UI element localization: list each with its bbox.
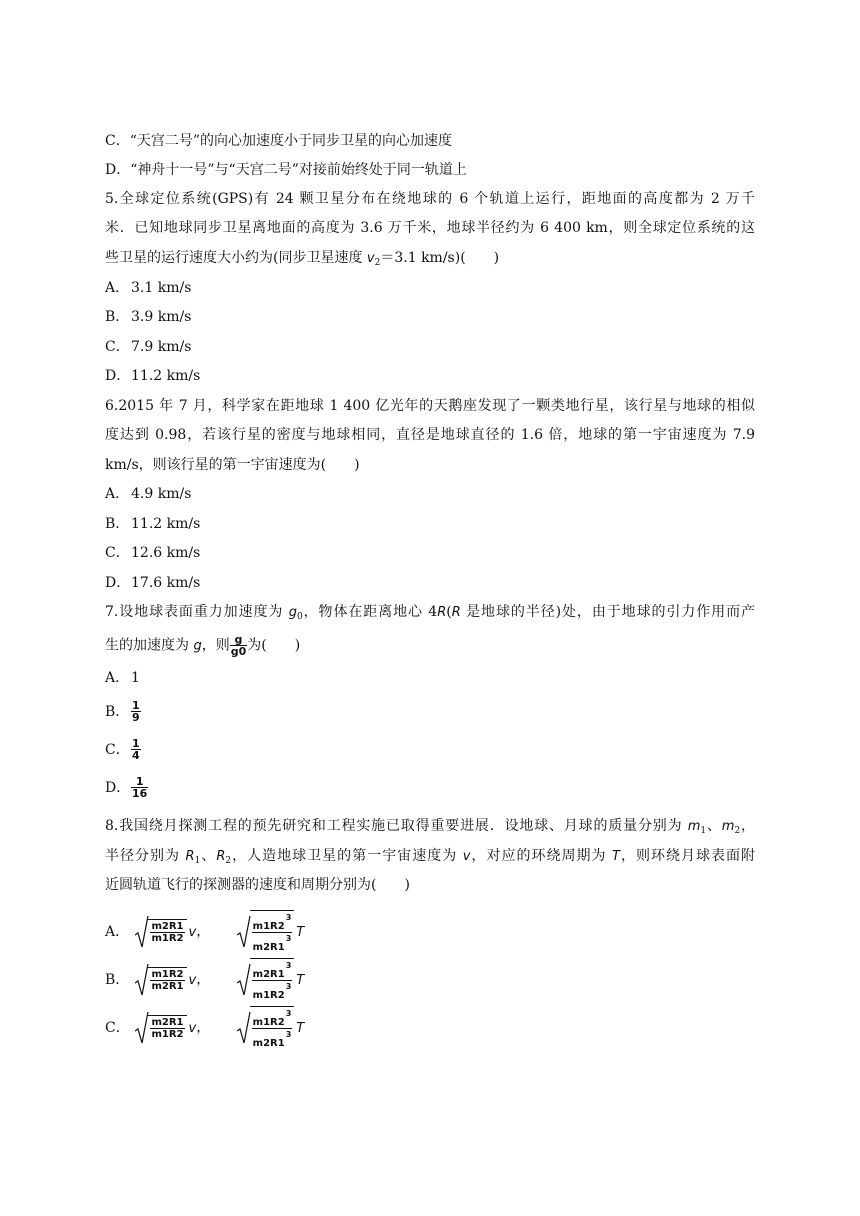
q5-stem-line2: 米．已知地球同步卫星离地面的高度为 3.6 万千米，地球半径约为 6 400 km，则全球定位系统的这: [105, 220, 755, 236]
q5-option-b: B． 3.9 km/s: [105, 309, 192, 325]
q5-option-a: A． 3.1 km/s: [105, 280, 192, 296]
q5-option-c: C．7.9 km/s: [105, 339, 192, 355]
fraction-one-ninth: $\frac{1}{9}$: [132, 699, 140, 724]
radical-period-b: $\frac{m2R1^3}{m1R2^3}$: [237, 958, 295, 1001]
q7-stem-line1: 7.设地球表面重力加速度为 $g_0$，物体在距离地心 4R(R 是地球的半径)处，由于地球的引力作用而产: [105, 604, 755, 622]
q7-option-c: C． $\frac{1}{4}$: [105, 737, 140, 762]
q8-stem-line3: 近圆轨道飞行的探测器的速度和周期分别为( ): [105, 877, 410, 893]
q6-option-b: B． 11.2 km/s: [105, 516, 201, 532]
q6-option-d: D．17.6 km/s: [105, 575, 201, 591]
fraction-one-quarter: $\frac{1}{4}$: [132, 737, 140, 762]
q7-option-b: B． $\frac{1}{9}$: [105, 699, 140, 724]
radical-velocity-c: $\frac{m2R1}{m1R2}$: [135, 1011, 186, 1045]
radical-velocity-b: $\frac{m1R2}{m2R1}$: [135, 963, 186, 997]
fraction-one-sixteenth: $\frac{1}{16}$: [132, 775, 148, 800]
q6-stem-line2: 度达到 0.98，若该行星的密度与地球相同，直径是地球直径的 1.6 倍，地球的第一宇宙速度为 7.9: [105, 427, 755, 443]
q8-option-b: B． $\frac{m1R2}{m2R1}$ v， $\frac{m2R1^3}{m1R2^3}$ T: [105, 958, 304, 1001]
q4-option-c: C．“天宫二号”的向心加速度小于同步卫星的向心加速度: [105, 133, 453, 149]
q5-stem-line1: 5.全球定位系统(GPS)有 24 颗卫星分布在绕地球的 6 个轨道上运行，距地面的高度都为 2 万千: [105, 191, 755, 207]
radical-period-c: $\frac{m1R2^3}{m2R1^3}$: [237, 1006, 295, 1049]
q8-stem-line1: 8.我国绕月探测工程的预先研究和工程实施已取得重要进展．设地球、月球的质量分别为 $m_1$、$m_2$，: [105, 818, 756, 836]
q6-stem-line1: 6.2015 年 7 月，科学家在距地球 1 400 亿光年的天鹅座发现了一颗类地行星，该行星与地球的相似: [105, 398, 755, 414]
q6-option-a: A． 4.9 km/s: [105, 486, 192, 502]
radical-velocity-a: $\frac{m2R1}{m1R2}$: [135, 915, 186, 949]
g-over-g0-fraction: $\frac{g}{g0}$: [230, 633, 247, 658]
radical-period-a: $\frac{m1R2^3}{m2R1^3}$: [237, 910, 295, 953]
q8-option-c: C． $\frac{m2R1}{m1R2}$ v， $\frac{m1R2^3}{m2R1^3}$ T: [105, 1006, 304, 1049]
q7-stem-line2: 生的加速度为 g，则 $\frac{g}{g0}$ 为( ): [105, 633, 301, 658]
q4-option-d: D．“神舟十一号”与“天宫二号”对接前始终处于同一轨道上: [105, 162, 467, 178]
q8-stem-line2: 半径分别为 $R_1$、$R_2$，人造地球卫星的第一宇宙速度为 v，对应的环绕周期为 T，则环绕月球表面附: [105, 848, 756, 866]
q7-option-a: A． 1: [105, 670, 140, 686]
q5-stem-line3: 些卫星的运行速度大小约为(同步卫星速度 $v_2=3.1$ km/s)( ): [105, 250, 500, 268]
q6-stem-line3: km/s，则该行星的第一宇宙速度为( ): [105, 457, 360, 473]
q8-option-a: A． $\frac{m2R1}{m1R2}$ v， $\frac{m1R2^3}{m2R1^3}$ T: [105, 910, 304, 953]
q5-option-d: D．11.2 km/s: [105, 368, 201, 384]
q6-option-c: C．12.6 km/s: [105, 545, 201, 561]
q7-option-d: D． $\frac{1}{16}$: [105, 775, 148, 800]
